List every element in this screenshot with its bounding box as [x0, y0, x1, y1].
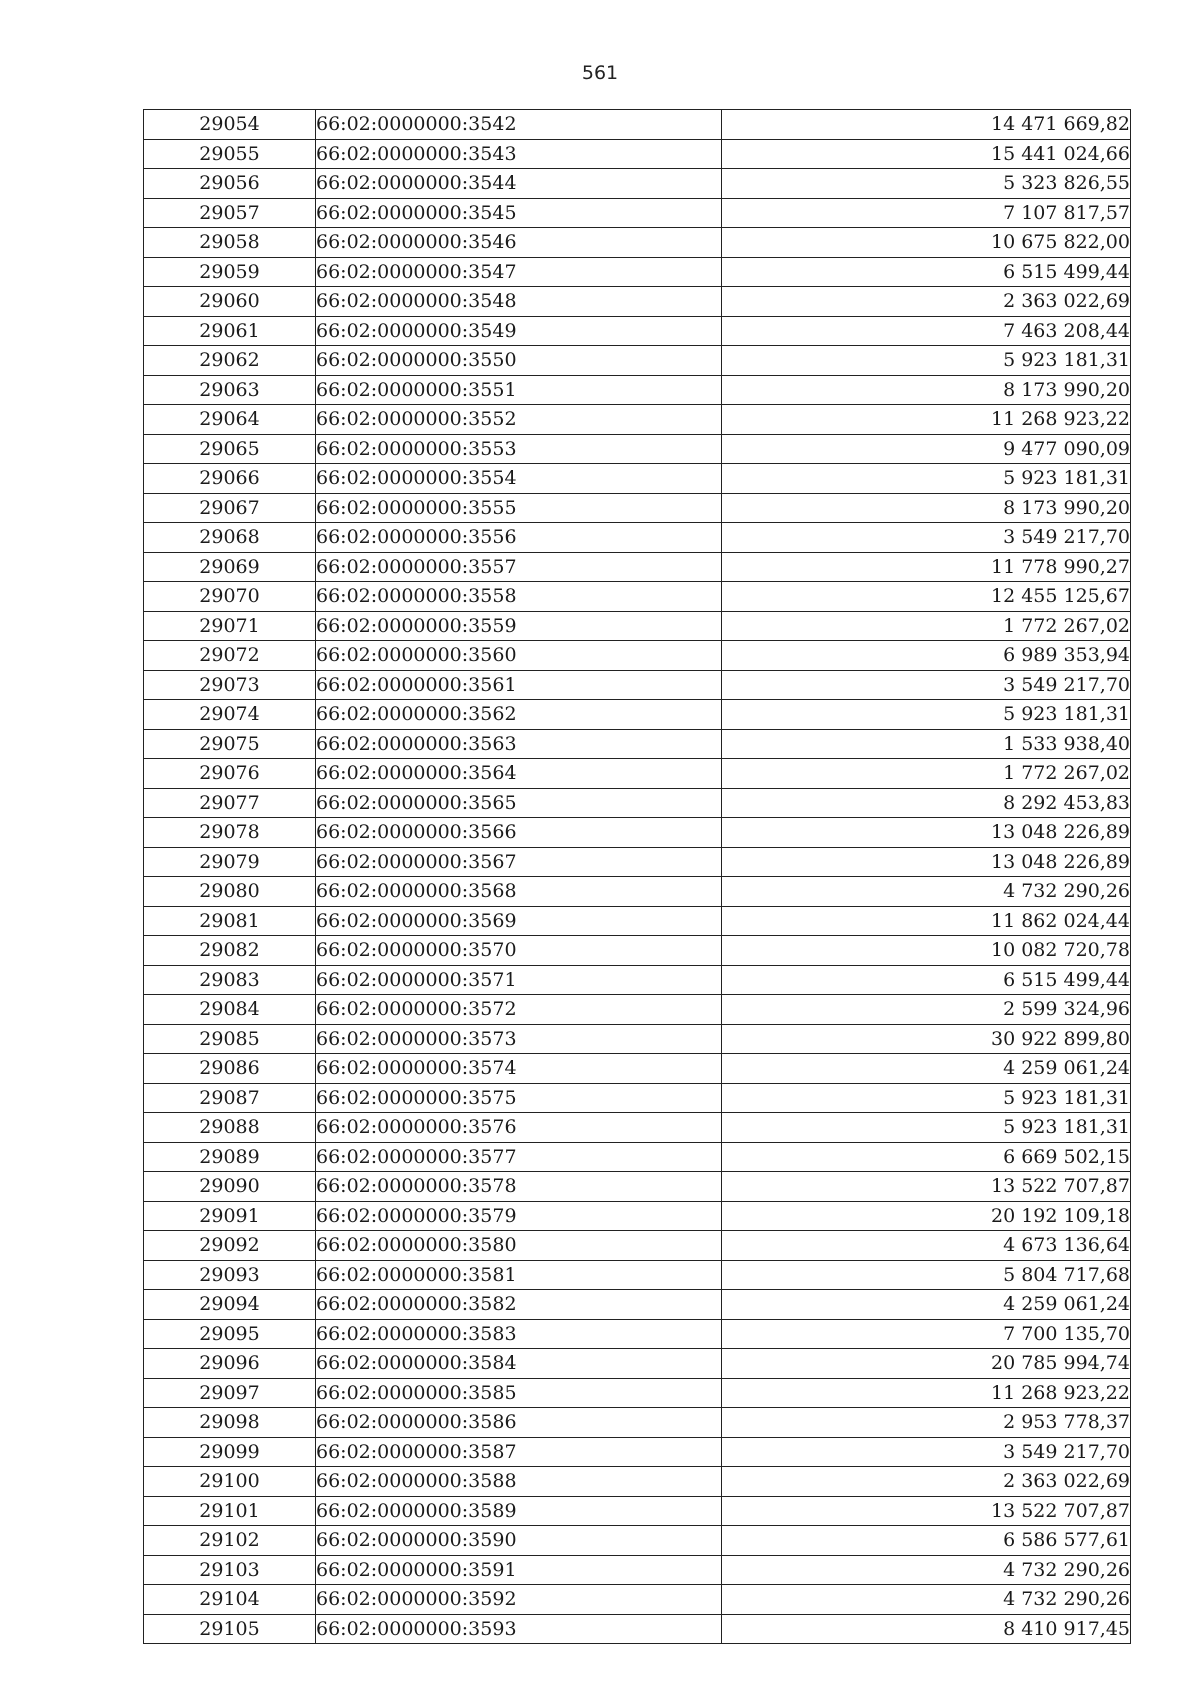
cadastral-number-cell: 66:02:0000000:3546 — [316, 228, 722, 258]
cadastral-value-cell: 1 533 938,40 — [722, 729, 1131, 759]
table-row — [144, 257, 1131, 287]
cadastral-number-cell: 66:02:0000000:3548 — [316, 287, 722, 317]
cadastral-number-cell: 66:02:0000000:3569 — [316, 906, 722, 936]
table-row — [144, 1024, 1131, 1054]
row-number-cell: 29082 — [144, 936, 316, 966]
table-row — [144, 759, 1131, 789]
cadastral-value-cell: 4 259 061,24 — [722, 1290, 1131, 1320]
cadastral-value-cell: 8 173 990,20 — [722, 493, 1131, 523]
row-number-cell: 29083 — [144, 965, 316, 995]
table-row — [144, 936, 1131, 966]
cadastral-value-cell: 20 785 994,74 — [722, 1349, 1131, 1379]
cadastral-number-cell: 66:02:0000000:3561 — [316, 670, 722, 700]
cadastral-value-cell: 6 515 499,44 — [722, 965, 1131, 995]
row-number-cell: 29100 — [144, 1467, 316, 1497]
cadastral-value-cell: 8 292 453,83 — [722, 788, 1131, 818]
cadastral-value-cell: 14 471 669,82 — [722, 110, 1131, 140]
cadastral-value-cell: 5 923 181,31 — [722, 1083, 1131, 1113]
cadastral-value-cell: 13 522 707,87 — [722, 1496, 1131, 1526]
cadastral-number-cell: 66:02:0000000:3592 — [316, 1585, 722, 1615]
row-number-cell: 29064 — [144, 405, 316, 435]
row-number-cell: 29077 — [144, 788, 316, 818]
row-number-cell: 29068 — [144, 523, 316, 553]
cadastral-value-cell: 5 923 181,31 — [722, 700, 1131, 730]
row-number-cell: 29069 — [144, 552, 316, 582]
table-row — [144, 582, 1131, 612]
table-row — [144, 788, 1131, 818]
table-row — [144, 1437, 1131, 1467]
row-number-cell: 29105 — [144, 1614, 316, 1644]
table-row — [144, 523, 1131, 553]
cadastral-number-cell: 66:02:0000000:3588 — [316, 1467, 722, 1497]
row-number-cell: 29095 — [144, 1319, 316, 1349]
cadastral-number-cell: 66:02:0000000:3550 — [316, 346, 722, 376]
cadastral-value-cell: 3 549 217,70 — [722, 670, 1131, 700]
cadastral-value-cell: 5 923 181,31 — [722, 1113, 1131, 1143]
row-number-cell: 29102 — [144, 1526, 316, 1556]
table-row — [144, 464, 1131, 494]
table-row — [144, 110, 1131, 140]
table-row — [144, 1585, 1131, 1615]
cadastral-value-cell: 7 700 135,70 — [722, 1319, 1131, 1349]
table-row — [144, 1231, 1131, 1261]
cadastral-value-cell: 11 268 923,22 — [722, 405, 1131, 435]
table-row — [144, 169, 1131, 199]
cadastral-value-cell: 30 922 899,80 — [722, 1024, 1131, 1054]
cadastral-number-cell: 66:02:0000000:3571 — [316, 965, 722, 995]
cadastral-number-cell: 66:02:0000000:3591 — [316, 1555, 722, 1585]
row-number-cell: 29104 — [144, 1585, 316, 1615]
cadastral-number-cell: 66:02:0000000:3575 — [316, 1083, 722, 1113]
cadastral-number-cell: 66:02:0000000:3547 — [316, 257, 722, 287]
cadastral-value-cell: 4 673 136,64 — [722, 1231, 1131, 1261]
cadastral-number-cell: 66:02:0000000:3562 — [316, 700, 722, 730]
row-number-cell: 29071 — [144, 611, 316, 641]
cadastral-number-cell: 66:02:0000000:3559 — [316, 611, 722, 641]
cadastral-value-cell: 13 048 226,89 — [722, 818, 1131, 848]
table-row — [144, 1142, 1131, 1172]
row-number-cell: 29055 — [144, 139, 316, 169]
row-number-cell: 29097 — [144, 1378, 316, 1408]
table-row — [144, 1054, 1131, 1084]
cadastral-number-cell: 66:02:0000000:3584 — [316, 1349, 722, 1379]
table-row — [144, 700, 1131, 730]
table-row — [144, 641, 1131, 671]
cadastral-number-cell: 66:02:0000000:3576 — [316, 1113, 722, 1143]
row-number-cell: 29061 — [144, 316, 316, 346]
cadastral-value-cell: 10 082 720,78 — [722, 936, 1131, 966]
table-row — [144, 316, 1131, 346]
row-number-cell: 29079 — [144, 847, 316, 877]
row-number-cell: 29060 — [144, 287, 316, 317]
cadastral-number-cell: 66:02:0000000:3580 — [316, 1231, 722, 1261]
cadastral-number-cell: 66:02:0000000:3578 — [316, 1172, 722, 1202]
table-row — [144, 139, 1131, 169]
row-number-cell: 29070 — [144, 582, 316, 612]
row-number-cell: 29063 — [144, 375, 316, 405]
cadastral-value-cell: 12 455 125,67 — [722, 582, 1131, 612]
cadastral-number-cell: 66:02:0000000:3565 — [316, 788, 722, 818]
cadastral-value-cell: 6 989 353,94 — [722, 641, 1131, 671]
cadastral-number-cell: 66:02:0000000:3577 — [316, 1142, 722, 1172]
cadastral-value-cell: 1 772 267,02 — [722, 759, 1131, 789]
cadastral-number-cell: 66:02:0000000:3589 — [316, 1496, 722, 1526]
cadastral-number-cell: 66:02:0000000:3544 — [316, 169, 722, 199]
table-row — [144, 965, 1131, 995]
cadastral-value-cell: 7 107 817,57 — [722, 198, 1131, 228]
row-number-cell: 29057 — [144, 198, 316, 228]
table-row — [144, 1555, 1131, 1585]
row-number-cell: 29093 — [144, 1260, 316, 1290]
cadastral-value-cell: 9 477 090,09 — [722, 434, 1131, 464]
table-row — [144, 1083, 1131, 1113]
cadastral-number-cell: 66:02:0000000:3560 — [316, 641, 722, 671]
cadastral-number-cell: 66:02:0000000:3579 — [316, 1201, 722, 1231]
row-number-cell: 29067 — [144, 493, 316, 523]
row-number-cell: 29094 — [144, 1290, 316, 1320]
cadastral-value-cell: 7 463 208,44 — [722, 316, 1131, 346]
row-number-cell: 29074 — [144, 700, 316, 730]
cadastral-number-cell: 66:02:0000000:3558 — [316, 582, 722, 612]
row-number-cell: 29096 — [144, 1349, 316, 1379]
table-row — [144, 1467, 1131, 1497]
table-row — [144, 1349, 1131, 1379]
cadastral-value-cell: 4 732 290,26 — [722, 1585, 1131, 1615]
cadastral-number-cell: 66:02:0000000:3549 — [316, 316, 722, 346]
cadastral-value-cell: 11 862 024,44 — [722, 906, 1131, 936]
table-row — [144, 1408, 1131, 1438]
cadastral-number-cell: 66:02:0000000:3564 — [316, 759, 722, 789]
cadastral-value-cell: 3 549 217,70 — [722, 523, 1131, 553]
cadastral-number-cell: 66:02:0000000:3587 — [316, 1437, 722, 1467]
table-row — [144, 228, 1131, 258]
table-body — [144, 110, 1131, 1644]
row-number-cell: 29054 — [144, 110, 316, 140]
cadastral-value-cell: 5 923 181,31 — [722, 346, 1131, 376]
cadastral-value-cell: 6 515 499,44 — [722, 257, 1131, 287]
cadastral-value-cell: 3 549 217,70 — [722, 1437, 1131, 1467]
cadastral-value-cell: 13 048 226,89 — [722, 847, 1131, 877]
table-row — [144, 995, 1131, 1025]
cadastral-number-cell: 66:02:0000000:3552 — [316, 405, 722, 435]
row-number-cell: 29086 — [144, 1054, 316, 1084]
row-number-cell: 29075 — [144, 729, 316, 759]
cadastral-number-cell: 66:02:0000000:3566 — [316, 818, 722, 848]
table-row — [144, 1201, 1131, 1231]
cadastral-value-cell: 5 923 181,31 — [722, 464, 1131, 494]
cadastral-value-cell: 11 778 990,27 — [722, 552, 1131, 582]
table-row — [144, 1260, 1131, 1290]
cadastral-value-cell: 13 522 707,87 — [722, 1172, 1131, 1202]
row-number-cell: 29101 — [144, 1496, 316, 1526]
table-row — [144, 493, 1131, 523]
cadastral-value-cell: 2 363 022,69 — [722, 287, 1131, 317]
cadastral-value-cell: 4 732 290,26 — [722, 877, 1131, 907]
table-row — [144, 847, 1131, 877]
table-row — [144, 405, 1131, 435]
table-row — [144, 1172, 1131, 1202]
row-number-cell: 29089 — [144, 1142, 316, 1172]
table-row — [144, 375, 1131, 405]
cadastral-value-cell: 2 599 324,96 — [722, 995, 1131, 1025]
cadastral-number-cell: 66:02:0000000:3583 — [316, 1319, 722, 1349]
table-row — [144, 611, 1131, 641]
cadastral-value-cell: 15 441 024,66 — [722, 139, 1131, 169]
row-number-cell: 29103 — [144, 1555, 316, 1585]
row-number-cell: 29058 — [144, 228, 316, 258]
cadastral-number-cell: 66:02:0000000:3574 — [316, 1054, 722, 1084]
cadastral-number-cell: 66:02:0000000:3568 — [316, 877, 722, 907]
cadastral-value-cell: 4 259 061,24 — [722, 1054, 1131, 1084]
row-number-cell: 29087 — [144, 1083, 316, 1113]
row-number-cell: 29081 — [144, 906, 316, 936]
cadastral-number-cell: 66:02:0000000:3557 — [316, 552, 722, 582]
table-row — [144, 1496, 1131, 1526]
table-row — [144, 729, 1131, 759]
cadastral-number-cell: 66:02:0000000:3543 — [316, 139, 722, 169]
cadastral-value-cell: 6 586 577,61 — [722, 1526, 1131, 1556]
cadastral-number-cell: 66:02:0000000:3593 — [316, 1614, 722, 1644]
table-row — [144, 818, 1131, 848]
row-number-cell: 29076 — [144, 759, 316, 789]
table-row — [144, 877, 1131, 907]
cadastral-number-cell: 66:02:0000000:3567 — [316, 847, 722, 877]
row-number-cell: 29056 — [144, 169, 316, 199]
cadastral-number-cell: 66:02:0000000:3556 — [316, 523, 722, 553]
cadastral-value-cell: 5 323 826,55 — [722, 169, 1131, 199]
table-row — [144, 1319, 1131, 1349]
cadastral-number-cell: 66:02:0000000:3573 — [316, 1024, 722, 1054]
cadastral-value-cell: 6 669 502,15 — [722, 1142, 1131, 1172]
cadastral-value-cell: 5 804 717,68 — [722, 1260, 1131, 1290]
cadastral-number-cell: 66:02:0000000:3545 — [316, 198, 722, 228]
cadastral-number-cell: 66:02:0000000:3572 — [316, 995, 722, 1025]
row-number-cell: 29084 — [144, 995, 316, 1025]
row-number-cell: 29072 — [144, 641, 316, 671]
cadastral-value-table — [143, 109, 1131, 1644]
row-number-cell: 29073 — [144, 670, 316, 700]
cadastral-value-cell: 1 772 267,02 — [722, 611, 1131, 641]
cadastral-number-cell: 66:02:0000000:3554 — [316, 464, 722, 494]
row-number-cell: 29062 — [144, 346, 316, 376]
cadastral-number-cell: 66:02:0000000:3581 — [316, 1260, 722, 1290]
table-row — [144, 287, 1131, 317]
cadastral-number-cell: 66:02:0000000:3553 — [316, 434, 722, 464]
cadastral-value-cell: 11 268 923,22 — [722, 1378, 1131, 1408]
cadastral-value-cell: 8 173 990,20 — [722, 375, 1131, 405]
table-row — [144, 552, 1131, 582]
cadastral-value-cell: 20 192 109,18 — [722, 1201, 1131, 1231]
table-row — [144, 1378, 1131, 1408]
row-number-cell: 29078 — [144, 818, 316, 848]
table-row — [144, 670, 1131, 700]
cadastral-number-cell: 66:02:0000000:3585 — [316, 1378, 722, 1408]
table-row — [144, 1113, 1131, 1143]
cadastral-number-cell: 66:02:0000000:3570 — [316, 936, 722, 966]
table-row — [144, 1614, 1131, 1644]
table-row — [144, 434, 1131, 464]
cadastral-number-cell: 66:02:0000000:3582 — [316, 1290, 722, 1320]
table-row — [144, 198, 1131, 228]
cadastral-number-cell: 66:02:0000000:3551 — [316, 375, 722, 405]
cadastral-value-cell: 2 363 022,69 — [722, 1467, 1131, 1497]
row-number-cell: 29066 — [144, 464, 316, 494]
row-number-cell: 29092 — [144, 1231, 316, 1261]
row-number-cell: 29080 — [144, 877, 316, 907]
table-row — [144, 346, 1131, 376]
row-number-cell: 29090 — [144, 1172, 316, 1202]
row-number-cell: 29085 — [144, 1024, 316, 1054]
cadastral-number-cell: 66:02:0000000:3555 — [316, 493, 722, 523]
table-row — [144, 906, 1131, 936]
row-number-cell: 29088 — [144, 1113, 316, 1143]
row-number-cell: 29098 — [144, 1408, 316, 1438]
cadastral-value-cell: 4 732 290,26 — [722, 1555, 1131, 1585]
cadastral-value-cell: 10 675 822,00 — [722, 228, 1131, 258]
row-number-cell: 29059 — [144, 257, 316, 287]
row-number-cell: 29091 — [144, 1201, 316, 1231]
row-number-cell: 29099 — [144, 1437, 316, 1467]
table-row — [144, 1526, 1131, 1556]
page-number: 561 — [581, 62, 619, 84]
cadastral-number-cell: 66:02:0000000:3563 — [316, 729, 722, 759]
table-row — [144, 1290, 1131, 1320]
cadastral-number-cell: 66:02:0000000:3542 — [316, 110, 722, 140]
cadastral-number-cell: 66:02:0000000:3590 — [316, 1526, 722, 1556]
cadastral-number-cell: 66:02:0000000:3586 — [316, 1408, 722, 1438]
cadastral-value-cell: 8 410 917,45 — [722, 1614, 1131, 1644]
cadastral-value-cell: 2 953 778,37 — [722, 1408, 1131, 1438]
row-number-cell: 29065 — [144, 434, 316, 464]
